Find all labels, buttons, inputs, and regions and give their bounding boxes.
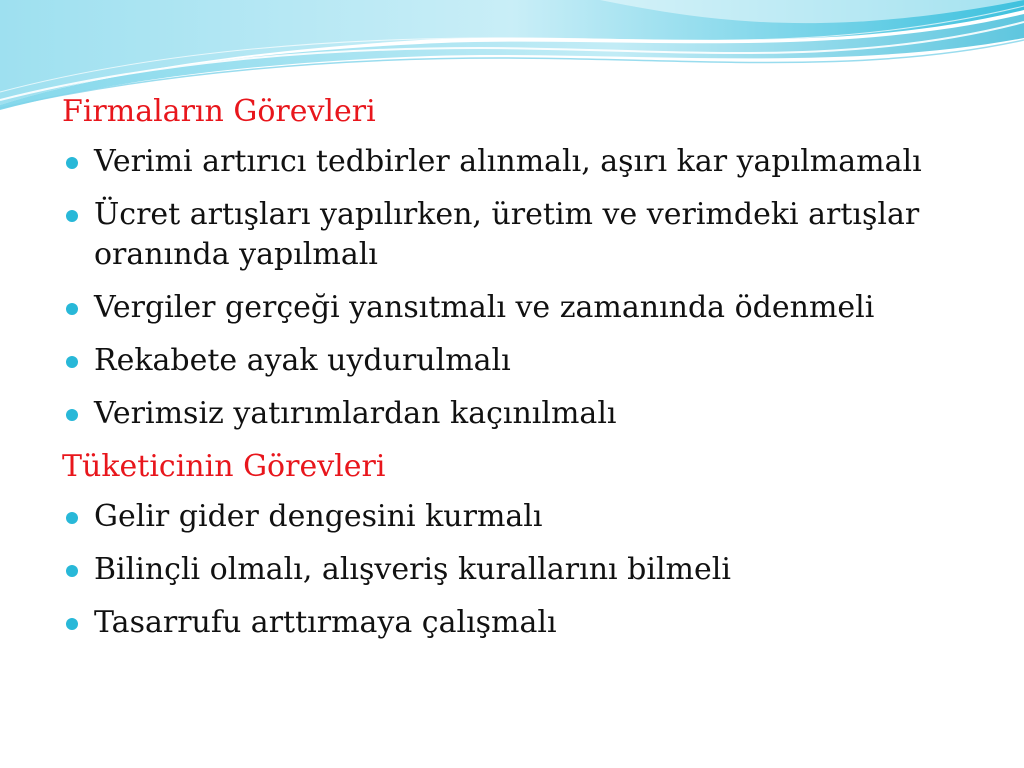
bullet-icon xyxy=(66,356,78,368)
list-item xyxy=(62,497,982,537)
section-heading-firms: Firmaların Görevleri xyxy=(62,94,376,129)
list-item-text: Verimi artırıcı tedbirler alınmalı, aşırı kar yapılmamalı xyxy=(94,144,922,179)
bullet-icon xyxy=(66,210,78,222)
list-item xyxy=(62,550,982,590)
list-item-text: Gelir gider dengesini kurmalı xyxy=(94,499,543,534)
list-item xyxy=(62,195,982,275)
list-item-text: Verimsiz yatırımlardan kaçınılmalı xyxy=(94,396,617,431)
consumer-duties-list xyxy=(62,497,982,643)
bullet-icon xyxy=(66,303,78,315)
firm-duties-list xyxy=(62,142,982,434)
bullet-icon xyxy=(66,157,78,169)
list-item-text: Bilinçli olmalı, alışveriş kurallarını bilmeli xyxy=(94,552,731,587)
list-item-text: Tasarrufu arttırmaya çalışmalı xyxy=(94,605,557,640)
list-item-text: Rekabete ayak uydurulmalı xyxy=(94,343,511,378)
slide-content xyxy=(62,92,982,656)
list-item xyxy=(62,341,982,381)
list-item xyxy=(62,288,982,328)
bullet-icon xyxy=(66,512,78,524)
list-item xyxy=(62,142,982,182)
bullet-icon xyxy=(66,565,78,577)
bullet-icon xyxy=(66,409,78,421)
list-item xyxy=(62,394,982,434)
list-item xyxy=(62,603,982,643)
list-item-text: Ücret artışları yapılırken, üretim ve verimdeki artışlar oranında yapılmalı xyxy=(94,197,920,272)
bullet-icon xyxy=(66,618,78,630)
section-heading-consumer: Tüketicinin Görevleri xyxy=(62,449,386,484)
list-item-text: Vergiler gerçeği yansıtmalı ve zamanında ödenmeli xyxy=(94,290,875,325)
